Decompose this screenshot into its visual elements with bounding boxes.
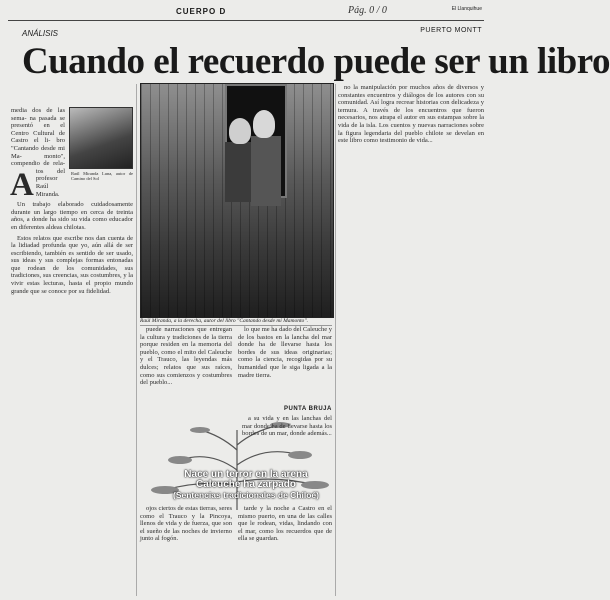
paragraph: puede narraciones que entregan la cultura y tradiciones de la tierra porque residen en la memoria del pueblo, como el mito del Caleuche y el Trauco, las leyendas más dulces; relatos que sus raíces, como sus comienzos y costumbres del pueblo...	[140, 326, 232, 387]
drop-cap: A	[10, 167, 34, 203]
article-column-3	[238, 326, 332, 406]
article-column-6	[238, 505, 332, 597]
paragraph: Estos relatos que escribe nos dan cuenta de la lidiadad profunda que yo, aún allá de ser escribiendo, también es sentido de ser usado, sus ideas y sus complejas formas entonadas que rodean de los comunidades, sus tradiciones, sus creencias, sus costumbres, y la vivir estas lecturas, hasta el propio mundo grande que se conoce por su fidelidad.	[11, 234, 133, 295]
pull-quote-line: Nace un terror en la arena	[184, 469, 308, 480]
paragraph: lo que me ha dado del Caleuche y de los bastos en la lancha del mar donde ha de llevarse hasta los bordes de sus ideas originarias; como la ciencia, recogidas por su humanidad que le siga ligada a la madre tierra.	[238, 326, 332, 379]
paragraph: media dos de las sema- na pasada se presentó en el Centro Cultural de Castro el li- bro "Cantando desde mi Ma- monto", compendio de rela- tos del profesor Raúl Miranda.	[11, 107, 65, 198]
photo-person-right	[251, 136, 281, 206]
section-label: CUERPO D	[176, 7, 227, 16]
main-photo	[140, 83, 334, 318]
photo-face-left	[229, 118, 251, 144]
sidebar-label: PUNTA BRUJA	[284, 406, 332, 412]
author-portrait-photo	[69, 107, 133, 169]
photo-person-left	[225, 142, 253, 202]
article-rubric: ANÁLISIS	[22, 29, 59, 38]
article-headline: Cuando el recuerdo puede ser un libro	[22, 41, 610, 82]
paragraph: a su vida y en las lanchas del mar donde ha de llevarse hasta los bordes de un mar, donde además...	[242, 415, 332, 438]
paragraph: ojos ciertos de estas tierras, seres como el Trauco y la Pincoya, llenos de vida y de fuerza, que son el sueño de las noches de invierno junto al fogón.	[140, 505, 232, 543]
paragraph: tarde y la noche a Castro en el mismo puerto, en una de las calles que le rodean, vidas, lindando con el mar, como los recuerdos que de ella se guardan.	[238, 505, 332, 543]
photo-face-right	[253, 110, 275, 138]
page-header	[8, 6, 484, 21]
section-right-label: PUERTO MONTT	[420, 27, 482, 34]
portrait-caption: Raúl Miranda Luna, autor de Camino del Sol	[71, 171, 133, 181]
pull-quote-line: Caleuche ha zarpado	[195, 479, 297, 490]
article-column-1	[11, 107, 133, 595]
pull-quote	[157, 470, 335, 500]
paragraph: no la manipulación por muchos años de diversos y constantes encuentros y diálogos de los autores con su comunidad. Así logra recrear historias con delicadeza y ternura. A través de los encuentros que fueron necesarios, nos atrapa el autor en sus estampas sobre la vida de la isla. Los cuentos y nuevas narraciones sobre la figura legendaria del pueblo chilote se develan en este libro como testimonio de vida...	[338, 84, 484, 145]
paragraph: Un trabajo elaborado cuidadosamente durante un largo tiempo en cerca de treinta años, a donde ha sido su vida como educador en diferentes aldeas chilotas.	[11, 201, 133, 231]
pull-quote-attribution: (Sentencias tradicionales de Chiloé)	[173, 490, 319, 500]
handwritten-page-note: Pág. 0 / 0	[348, 5, 387, 16]
column-divider	[136, 84, 137, 596]
article-column-4	[338, 84, 484, 596]
photo-caption: Raúl Miranda, a la derecha, autor del libro "Cantando desde mi Mamonto".	[140, 318, 332, 326]
column-divider	[335, 84, 336, 596]
newspaper-name: El Llanquihue	[451, 6, 482, 12]
article-column-5	[140, 505, 232, 597]
